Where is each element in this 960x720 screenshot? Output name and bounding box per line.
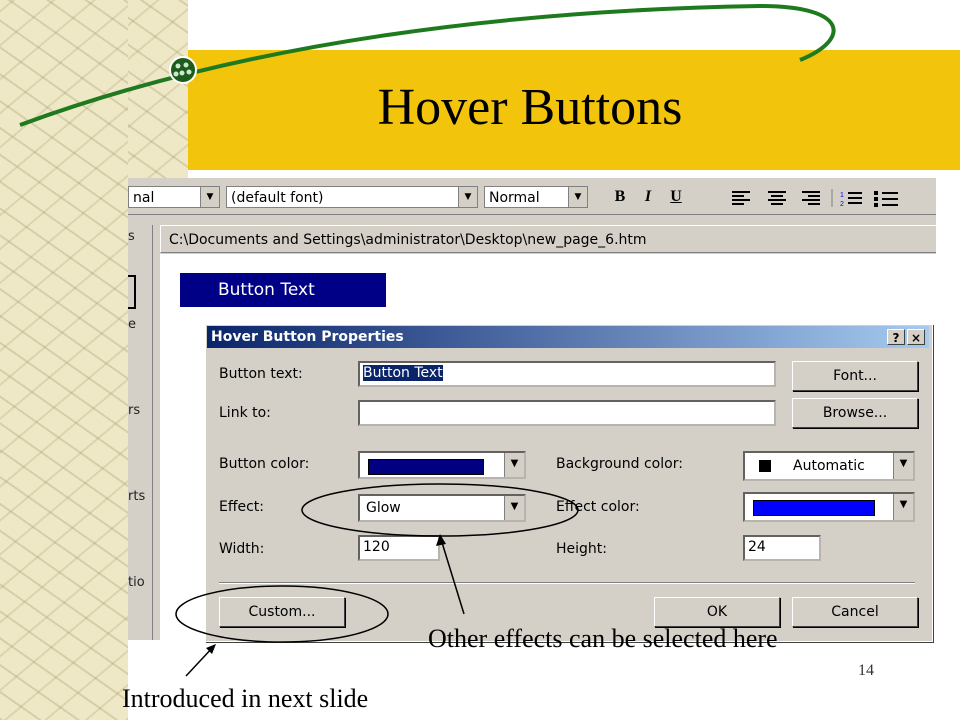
underline-button[interactable]: U bbox=[670, 188, 682, 205]
italic-button[interactable]: I bbox=[644, 188, 652, 205]
browse-button[interactable]: Browse... bbox=[792, 398, 918, 428]
height-field[interactable]: 24 bbox=[743, 535, 821, 561]
slide-title: Hover Buttons bbox=[377, 79, 683, 136]
background-color-label: Background color: bbox=[556, 456, 683, 472]
custom-annotation: Introduced in next slide bbox=[122, 684, 369, 713]
cancel-button[interactable]: Cancel bbox=[792, 597, 918, 627]
button-text-label: Button text: bbox=[219, 366, 303, 382]
ok-button[interactable]: OK bbox=[654, 597, 780, 627]
custom-highlight-ellipse bbox=[176, 586, 388, 642]
page-number: 14 bbox=[858, 662, 874, 679]
height-label: Height: bbox=[556, 541, 607, 557]
font-button[interactable]: Font... bbox=[792, 361, 918, 391]
effects-annotation: Other effects can be selected here bbox=[428, 624, 778, 653]
effect-highlight-ellipse bbox=[302, 484, 578, 536]
svg-text:2: 2 bbox=[840, 201, 844, 208]
button-color-label: Button color: bbox=[219, 456, 310, 472]
svg-text:1: 1 bbox=[840, 192, 844, 199]
chevron-down-icon[interactable]: ▼ bbox=[504, 453, 524, 477]
chevron-down-icon[interactable]: ▼ bbox=[893, 453, 913, 479]
chevron-down-icon[interactable]: ▼ bbox=[200, 187, 219, 207]
left-fragment: e bbox=[128, 317, 136, 332]
document-path-tab[interactable]: C:\Documents and Settings\administrator\Desktop\new_page_6.htm bbox=[160, 225, 936, 253]
link-label: Link to: bbox=[219, 405, 271, 421]
effect-value: Glow bbox=[366, 500, 401, 516]
chevron-down-icon[interactable]: ▼ bbox=[568, 187, 587, 207]
hover-button-preview[interactable]: Button Text bbox=[180, 273, 386, 307]
left-fragment: rts bbox=[128, 489, 146, 504]
help-icon[interactable]: ? bbox=[887, 329, 905, 345]
font-value: (default font) bbox=[231, 190, 324, 206]
chevron-down-icon[interactable]: ▼ bbox=[504, 496, 524, 520]
button-text-value: Button Text bbox=[363, 365, 443, 381]
dialog-title: Hover Button Properties bbox=[211, 329, 404, 345]
effect-color-label: Effect color: bbox=[556, 499, 640, 515]
left-fragment: tio bbox=[128, 575, 145, 590]
chevron-down-icon[interactable]: ▼ bbox=[458, 187, 477, 207]
effect-label: Effect: bbox=[219, 499, 265, 515]
chevron-down-icon[interactable]: ▼ bbox=[893, 494, 913, 520]
size-value: Normal bbox=[489, 190, 540, 206]
close-icon[interactable]: × bbox=[907, 329, 925, 345]
left-fragment: rs bbox=[128, 403, 141, 418]
bold-button[interactable]: B bbox=[614, 188, 626, 205]
width-label: Width: bbox=[219, 541, 265, 557]
width-field[interactable]: 120 bbox=[358, 535, 440, 561]
custom-button[interactable]: Custom... bbox=[219, 597, 345, 627]
style-value: nal bbox=[133, 190, 155, 206]
background-color-value: Automatic bbox=[793, 458, 865, 474]
folder-tab-fragment: s bbox=[128, 229, 135, 244]
arrow-line bbox=[440, 536, 464, 614]
